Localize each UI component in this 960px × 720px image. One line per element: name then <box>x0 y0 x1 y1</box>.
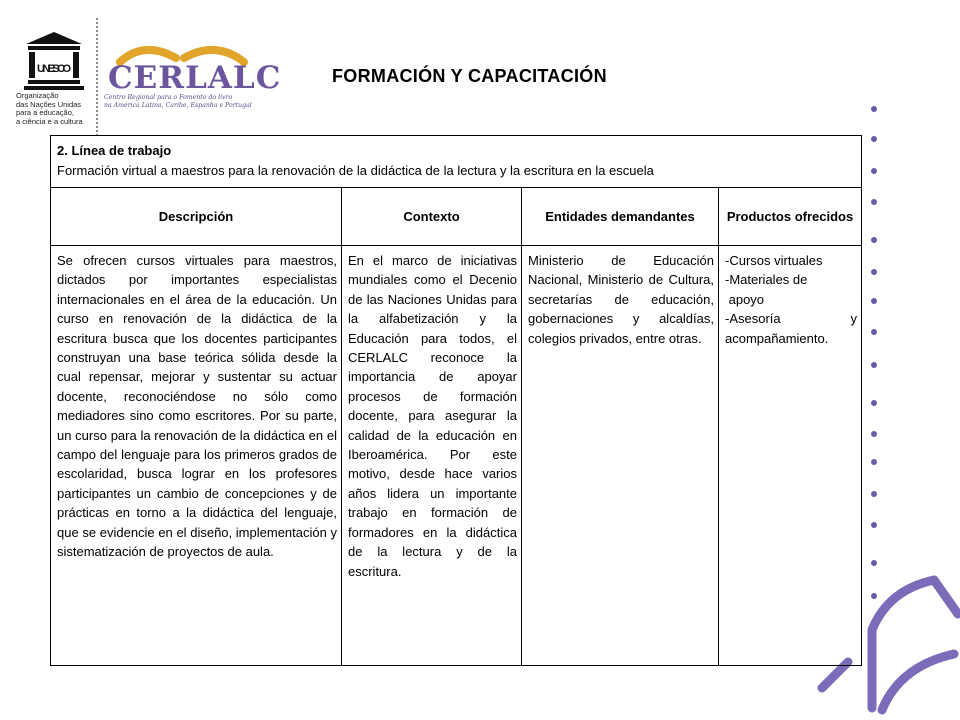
line-label: 2. Línea de trabajo <box>57 143 172 158</box>
cell-entidades: Ministerio de Educación Nacional, Ministerio de Cultura, secretarías de educación, gobernaciones y alcaldías, colegios privados, entre otras. <box>522 246 719 666</box>
line-row <box>51 136 862 188</box>
line-text: Formación virtual a maestros para la renovación de la didáctica de la lectura y la escritura en la escuela <box>57 163 654 178</box>
decor-dot <box>871 560 877 566</box>
decor-dot <box>871 522 877 528</box>
decor-dot <box>871 136 877 142</box>
table-row <box>51 246 862 666</box>
cell-productos <box>719 246 862 666</box>
decor-dot <box>871 329 877 335</box>
decor-dot <box>871 431 877 437</box>
column-header-productos: Productos ofrecidos <box>719 188 862 246</box>
decor-dot <box>871 199 877 205</box>
decor-dot <box>871 459 877 465</box>
column-header-entidades: Entidades demandantes <box>522 188 719 246</box>
header-row <box>51 188 862 246</box>
header-divider <box>96 18 98 136</box>
decor-dot <box>871 298 877 304</box>
decor-dot <box>871 168 877 174</box>
decor-dot <box>871 400 877 406</box>
decor-dot <box>871 237 877 243</box>
unesco-temple-icon <box>10 30 90 92</box>
decorative-dot-column <box>868 100 882 640</box>
line-cell <box>51 136 862 188</box>
product-item: -Cursos virtuales <box>725 253 823 268</box>
cerlalc-subtitle: Centro Regional para o Fomento do livro na América Latina, Caribe, Espanha e Portugal <box>104 94 252 109</box>
decor-dot <box>871 491 877 497</box>
cell-contexto: En el marco de iniciativas mundiales como el Decenio de las Naciones Unidas para la alfabetización y la Educación para todos, el CERLALC reconoce la importancia de apoyar procesos de formación docente, para asegurar la calidad de la educación en Iberoamérica. Por este motivo, desde hace varios años lidera un importante trabajo en formación de formadores en la didáctica de la lectura y de la escritura. <box>342 246 522 666</box>
column-header-contexto: Contexto <box>342 188 522 246</box>
cell-descripcion: Se ofrecen cursos virtuales para maestros, dictados por importantes especialistas internacionales en el área de la educación. Un curso en renovación de la didáctica de la escritura busca que los docentes participantes construyan una base teórica sólida desde la cual repensar, mejorar y sustentar su actuar docente, reconociéndose no sólo como mediadores sino como escritores. Por su parte, un curso para la renovación de la didáctica en el campo del lenguaje para los primeros grados de escolaridad, busca lograr en los profesores participantes un cambio de concepciones y de prácticas en torno a la didáctica del lenguaje, que se evidencie en el diseño, implementación y sistematización de proyectos de aula. <box>51 246 342 666</box>
page-title: FORMACIÓN Y CAPACITACIÓN <box>332 66 607 86</box>
product-item: -Asesoría y acompañamiento. <box>725 311 858 346</box>
decor-dot <box>871 106 877 112</box>
unesco-wordmark: UNESCO <box>37 63 71 75</box>
column-header-descripcion: Descripción <box>51 188 342 246</box>
cerlalc-wordmark: CERLALC <box>108 60 282 96</box>
product-item: apoyo <box>725 291 765 307</box>
work-line-table <box>50 135 862 666</box>
decor-dot <box>871 269 877 275</box>
product-item: -Materiales de <box>725 272 808 288</box>
decor-dot <box>871 362 877 368</box>
unesco-org-text: Organização das Nações Unidas para a educação, a ciência e a cultura <box>16 91 83 126</box>
